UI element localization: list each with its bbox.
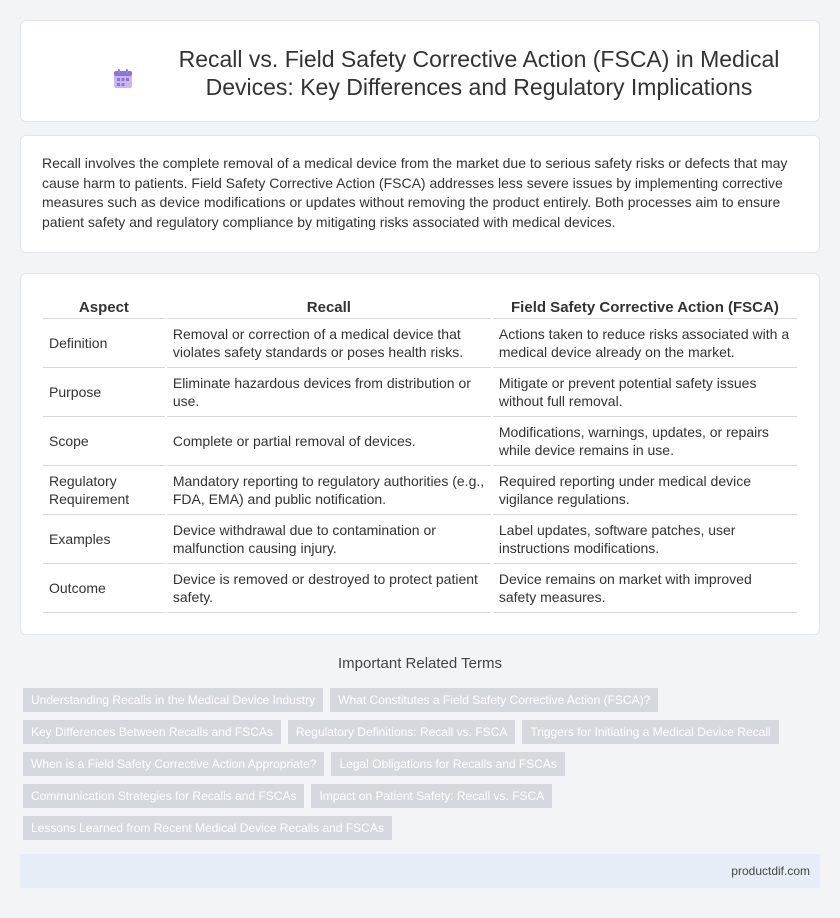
cell-aspect: Regulatory Requirement [43, 466, 165, 515]
related-tag-label: Impact on Patient Safety: Recall vs. FSCA [319, 789, 545, 803]
cell-fsca: Device remains on market with improved safety measures. [493, 564, 797, 613]
table-header-row [43, 293, 797, 319]
cell-aspect: Purpose [43, 368, 165, 417]
cell-aspect: Outcome [43, 564, 165, 613]
related-tag[interactable] [331, 752, 564, 776]
related-tags-row [23, 784, 823, 808]
table-row [43, 319, 797, 368]
calendar-icon [111, 67, 135, 91]
cell-aspect: Definition [43, 319, 165, 368]
cell-fsca: Label updates, software patches, user instructions modifications. [493, 515, 797, 564]
cell-aspect: Examples [43, 515, 165, 564]
table-row [43, 417, 797, 466]
related-terms-title: Important Related Terms [338, 655, 502, 672]
intro-paragraph: Recall involves the complete removal of a medical device from the market due to serious safety risks or defects that may cause harm to patients. Field Safety Corrective Action (FSCA) addresses less severe issues by implementing corrective measures such as device modifications or updates without removing the product entirely. Both processes aim to ensure patient safety and regulatory compliance by mitigating risks associated with medical devices. [42, 155, 788, 230]
related-tag-label: Key Differences Between Recalls and FSCAs [31, 725, 273, 739]
comparison-table-card [20, 273, 820, 635]
table-row [43, 515, 797, 564]
cell-recall: Removal or correction of a medical device that violates safety standards or poses health risks. [167, 319, 491, 368]
cell-aspect: Scope [43, 417, 165, 466]
related-tag-label: Regulatory Definitions: Recall vs. FSCA [295, 725, 508, 739]
related-tags-row [23, 816, 823, 840]
related-tag[interactable] [330, 688, 658, 712]
related-tag[interactable] [311, 784, 552, 808]
cell-recall: Complete or partial removal of devices. [167, 417, 491, 466]
header-fsca: Field Safety Corrective Action (FSCA) [493, 293, 797, 319]
related-tag[interactable] [23, 752, 324, 776]
table-row [43, 466, 797, 515]
cell-recall: Device is removed or destroyed to protect patient safety. [167, 564, 491, 613]
header-recall: Recall [167, 293, 491, 319]
related-tag[interactable] [23, 720, 281, 744]
related-tag-label: Lessons Learned from Recent Medical Device Recalls and FSCAs [31, 821, 384, 835]
cell-recall: Mandatory reporting to regulatory authorities (e.g., FDA, EMA) and public notification. [167, 466, 491, 515]
related-tag-label: Triggers for Initiating a Medical Device Recall [530, 725, 771, 739]
title-card [20, 20, 820, 122]
page-title: Recall vs. Field Safety Corrective Action (FSCA) in Medical Devices: Key Differences and Regulatory Implications [178, 46, 780, 100]
related-tags-row [23, 688, 823, 712]
header-aspect: Aspect [43, 293, 165, 319]
related-tag[interactable] [288, 720, 515, 744]
related-tag[interactable] [522, 720, 778, 744]
cell-fsca: Modifications, warnings, updates, or repairs while device remains in use. [493, 417, 797, 466]
related-tags-row [23, 752, 823, 776]
cell-recall: Eliminate hazardous devices from distribution or use. [167, 368, 491, 417]
table-row [43, 368, 797, 417]
related-tag[interactable] [23, 688, 323, 712]
related-tag-label: Understanding Recalls in the Medical Device Industry [31, 693, 316, 707]
cell-recall: Device withdrawal due to contamination or malfunction causing injury. [167, 515, 491, 564]
related-tags-row [23, 720, 823, 744]
related-tag[interactable] [23, 816, 392, 840]
cell-fsca: Required reporting under medical device vigilance regulations. [493, 466, 797, 515]
intro-card [20, 135, 820, 253]
comparison-table [41, 293, 799, 613]
related-tag-label: Communication Strategies for Recalls and FSCAs [31, 789, 297, 803]
table-row [43, 564, 797, 613]
cell-fsca: Actions taken to reduce risks associated with a medical device already on the market. [493, 319, 797, 368]
cell-fsca: Mitigate or prevent potential safety issues without full removal. [493, 368, 797, 417]
related-tag-label: What Constitutes a Field Safety Corrective Action (FSCA)? [338, 693, 651, 707]
related-tag[interactable] [23, 784, 304, 808]
related-tag-label: When is a Field Safety Corrective Action Appropriate? [31, 757, 317, 771]
footer-site[interactable]: productdif.com [731, 864, 810, 878]
related-tag-label: Legal Obligations for Recalls and FSCAs [339, 757, 557, 771]
footer [20, 854, 820, 888]
